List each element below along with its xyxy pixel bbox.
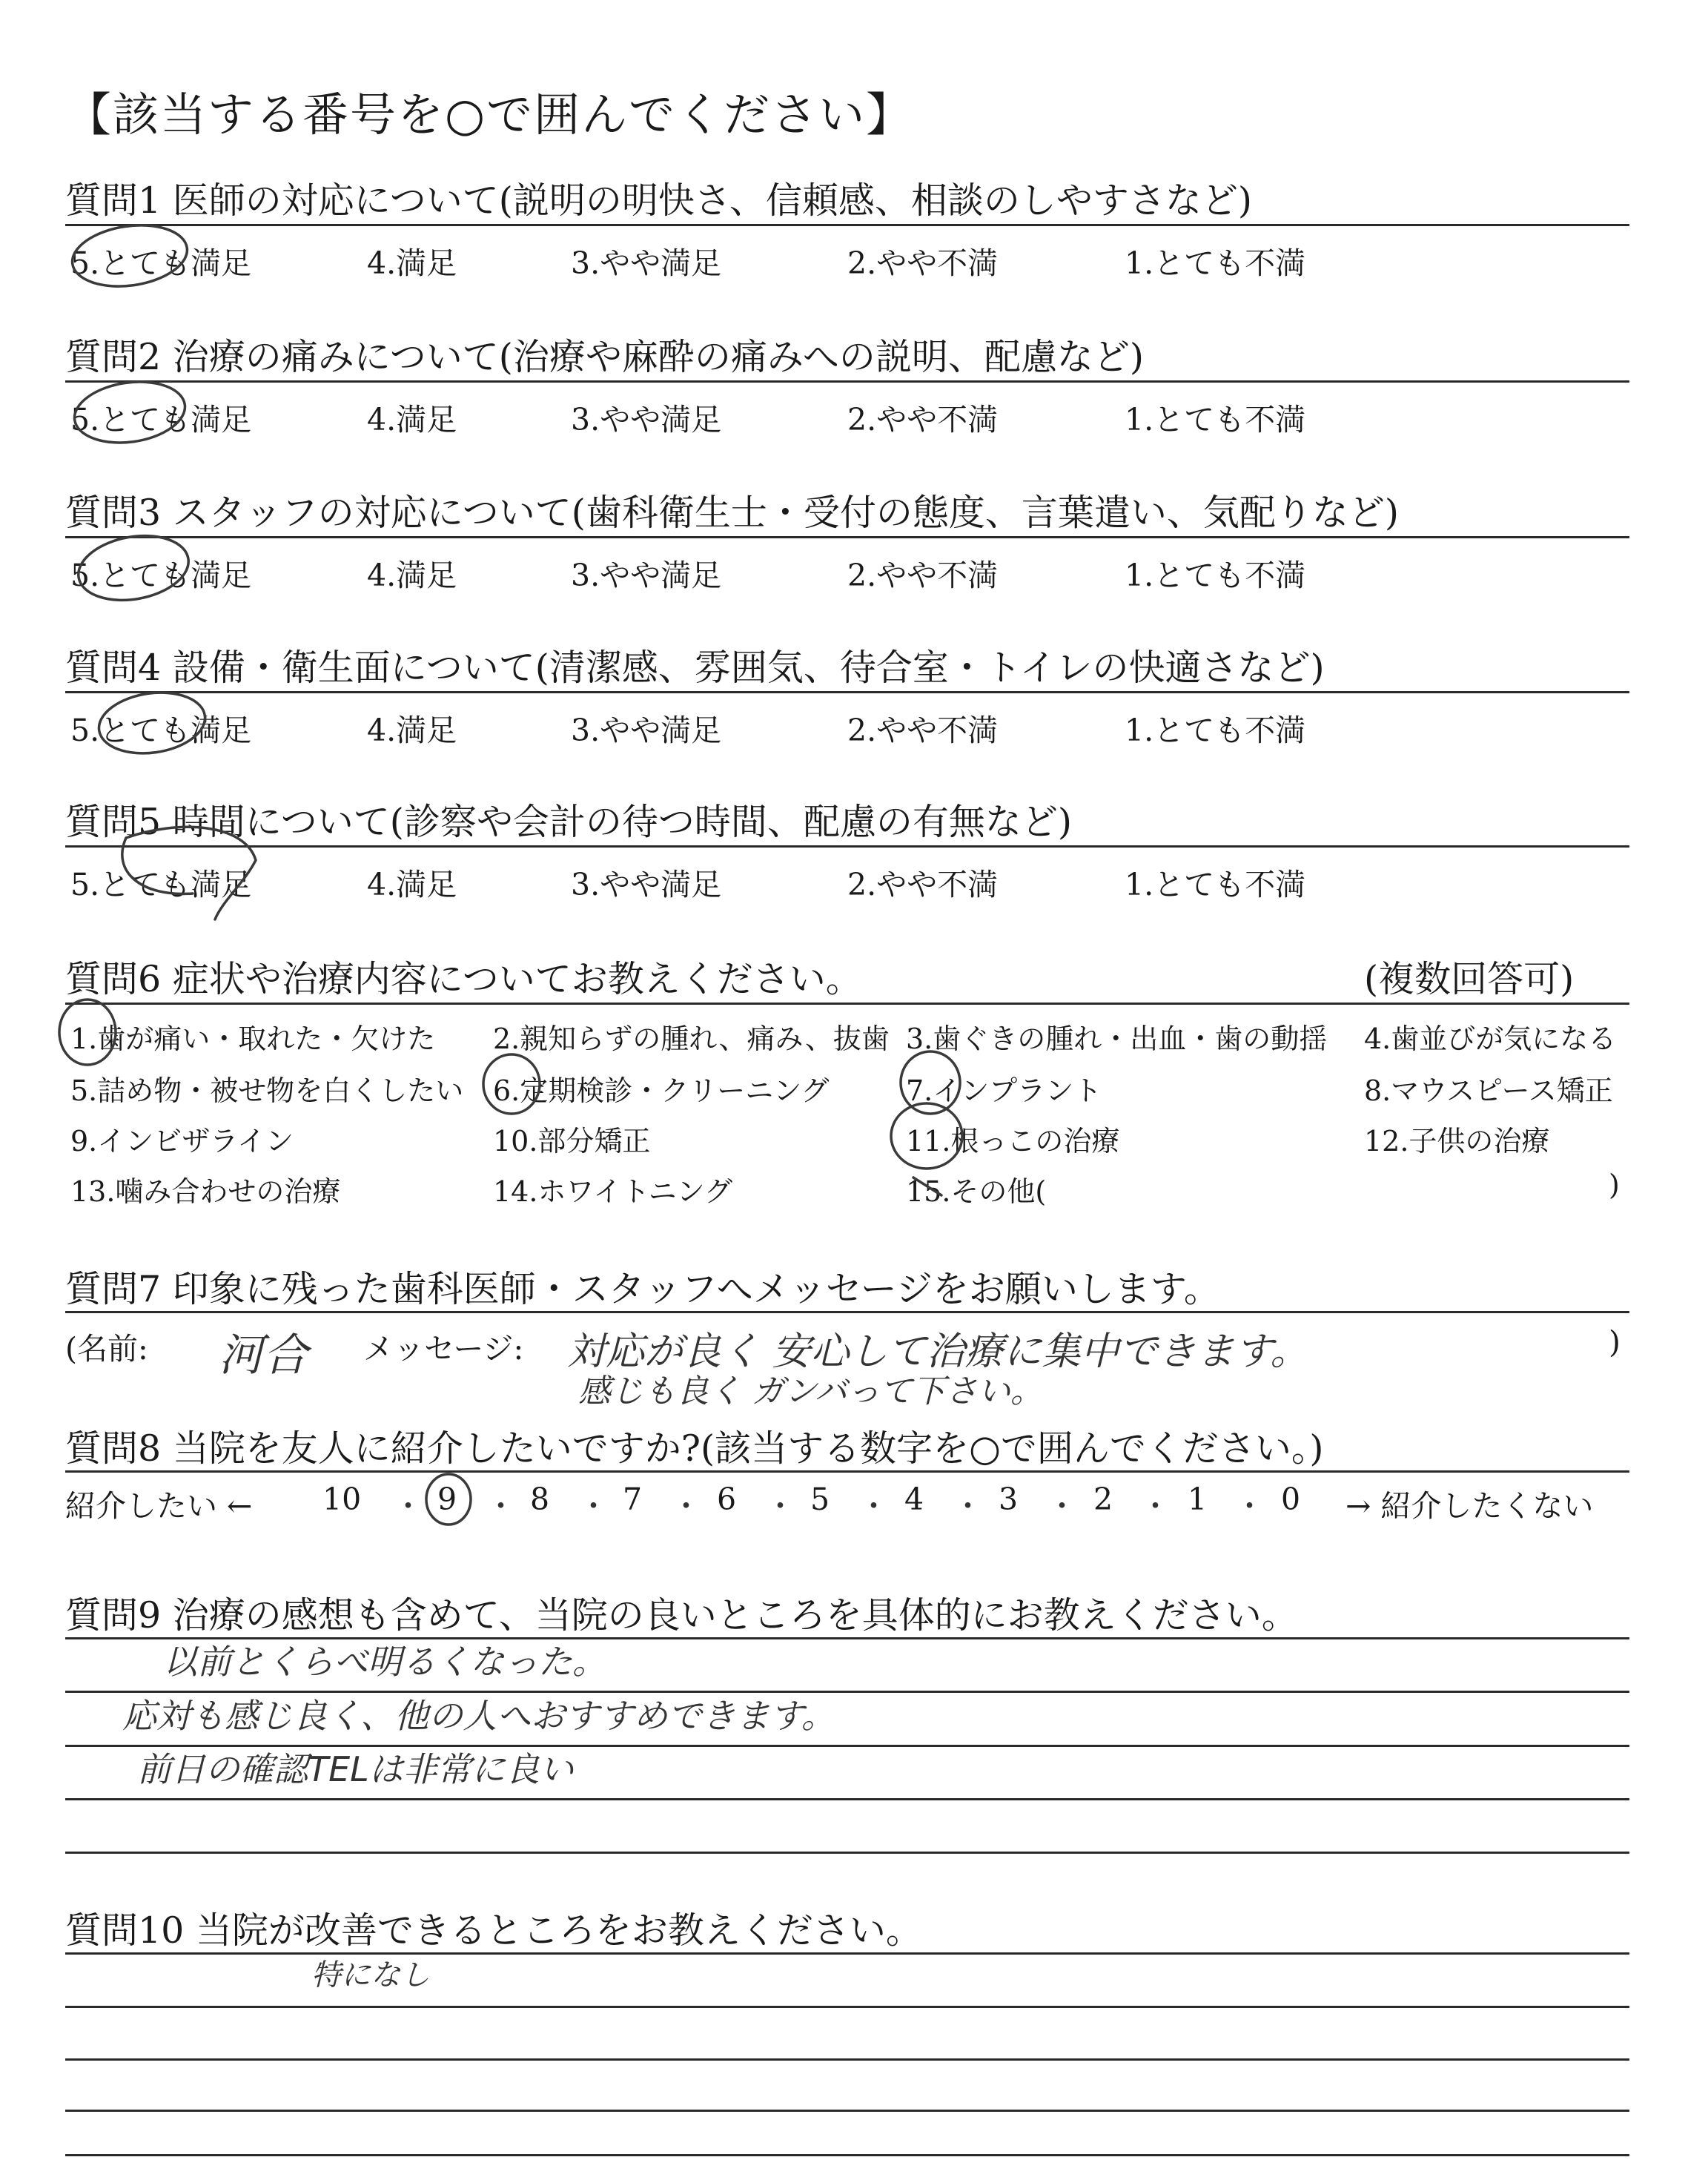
q6-option-14[interactable]: 14.ホワイトニング [493,1175,733,1208]
q8-scale-5[interactable]: 5 [810,1482,830,1517]
q6-option-3[interactable]: 3.歯ぐきの腫れ・出血・歯の動揺 [906,1023,1328,1055]
question-4-title: 質問4 設備・衛生面について(清潔感、雰囲気、待合室・トイレの快適さなど) [65,647,1325,689]
q6-option-11[interactable]: 11.根っこの治療 [906,1125,1120,1157]
scale-separator-dot: ・ [1234,1488,1265,1524]
q6-option-7[interactable]: 7.インプラント [906,1074,1102,1107]
q6-other-close-paren: ) [1609,1169,1620,1201]
q5-option-5[interactable]: 5.とても満足 [70,867,252,902]
question-6-title: 質問6 症状や治療内容についてお教えください。 [65,958,862,1000]
q6-option-12[interactable]: 12.子供の治療 [1364,1125,1550,1157]
q5-option-2[interactable]: 2.やや不満 [847,867,999,902]
q6-option-13[interactable]: 13.噛み合わせの治療 [70,1175,341,1208]
q8-right-label: → 紹介したくない [1345,1488,1594,1524]
q8-scale-7[interactable]: 7 [623,1482,643,1517]
q8-scale-1[interactable]: 1 [1188,1482,1208,1517]
q6-option-5[interactable]: 5.詰め物・被せ物を白くしたい [70,1074,464,1107]
question-9-title: 質問9 治療の感想も含めて、当院の良いところを具体的にお教えください。 [65,1594,1298,1636]
scale-separator-dot: ・ [578,1488,609,1524]
q2-option-5[interactable]: 5.とても満足 [70,402,252,437]
q4-option-5[interactable]: 5.とても満足 [70,713,252,748]
scale-separator-dot: ・ [765,1488,795,1524]
scale-separator-dot: ・ [858,1488,889,1524]
question-3-title: 質問3 スタッフの対応について(歯科衛生士・受付の態度、言葉遣い、気配りなど) [65,492,1400,534]
q7-message-line-2[interactable]: 感じも良く ガンバって下さい。 [578,1373,1043,1410]
q8-left-label: 紹介したい ← [65,1488,253,1524]
q6-option-6-circle [483,1054,540,1114]
q6-option-6[interactable]: 6.定期検診・クリーニング [493,1074,830,1107]
question-2-title: 質問2 治療の痛みについて(治療や麻酔の痛みへの説明、配慮など) [65,336,1145,378]
q8-scale-4[interactable]: 4 [904,1482,924,1517]
scale-separator-dot: ・ [486,1488,516,1524]
q5-selection-mark [122,827,256,919]
q4-option-1[interactable]: 1.とても不満 [1125,713,1306,748]
q6-option-15-strike [913,1178,941,1195]
question-7-title: 質問7 印象に残った歯科医師・スタッフへメッセージをお願いします。 [65,1268,1220,1310]
scale-separator-dot: ・ [1140,1488,1171,1524]
q2-option-1[interactable]: 1.とても不満 [1125,402,1306,437]
scale-separator-dot: ・ [953,1488,983,1524]
q7-close-paren: ) [1609,1324,1621,1360]
q8-scale-6[interactable]: 6 [717,1482,737,1517]
question-5-title: 質問5 時間について(診察や会計の待つ時間、配慮の有無など) [65,801,1073,843]
q1-option-1[interactable]: 1.とても不満 [1125,245,1306,281]
question-10-title: 質問10 当院が改善できるところをお教えください。 [65,1909,922,1952]
q5-option-4[interactable]: 4.満足 [367,867,457,902]
q3-option-1[interactable]: 1.とても不満 [1125,558,1306,593]
scale-separator-dot: ・ [671,1488,701,1524]
q6-option-8[interactable]: 8.マウスピース矯正 [1364,1074,1613,1107]
q3-selection-circle [73,528,193,609]
q7-message-line-1[interactable]: 対応が良く 安心して治療に集中できます。 [567,1330,1309,1374]
q7-message-label: メッセージ: [363,1331,524,1367]
q4-selection-circle [95,686,209,759]
scale-separator-dot: ・ [393,1488,423,1524]
q6-option-9[interactable]: 9.インビザライン [70,1125,294,1157]
form-header: 【該当する番号を○で囲んでください】 [65,87,914,142]
q5-option-1[interactable]: 1.とても不満 [1125,867,1306,902]
q3-option-5[interactable]: 5.とても満足 [70,558,252,593]
q8-scale-10[interactable]: 10 [322,1482,362,1517]
q6-option-4[interactable]: 4.歯並びが気になる [1364,1023,1617,1055]
q6-option-1[interactable]: 1.歯が痛い・取れた・欠けた [70,1023,436,1055]
q8-scale-0[interactable]: 0 [1281,1482,1301,1517]
q8-selection-circle [426,1474,471,1525]
q6-option-2[interactable]: 2.親知らずの腫れ、痛み、抜歯 [493,1023,890,1055]
q1-selection-circle [68,219,191,294]
q4-option-3[interactable]: 3.やや満足 [571,713,722,748]
q9-answer-line-3[interactable]: 前日の確認TELは非常に良い [137,1749,574,1789]
q9-answer-line-1[interactable]: 以前とくらべ明るくなった。 [163,1642,606,1682]
q1-option-4[interactable]: 4.満足 [367,245,457,281]
scale-separator-dot: ・ [1047,1488,1077,1524]
q10-answer-line-1[interactable]: 特になし [311,1958,430,1992]
q2-selection-circle [70,375,189,449]
q6-option-1-circle [59,1000,116,1065]
q7-name-label: (名前: [65,1331,148,1367]
q8-scale-2[interactable]: 2 [1093,1482,1113,1517]
q1-option-3[interactable]: 3.やや満足 [571,245,722,281]
q2-option-4[interactable]: 4.満足 [367,402,457,437]
q3-option-2[interactable]: 2.やや不満 [847,558,999,593]
question-1-title: 質問1 医師の対応について(説明の明快さ、信頼感、相談のしやすさなど) [65,179,1253,222]
q3-option-3[interactable]: 3.やや満足 [571,558,722,593]
q5-option-3[interactable]: 3.やや満足 [571,867,722,902]
question-6-note: (複数回答可) [1364,958,1575,1000]
q3-option-4[interactable]: 4.満足 [367,558,457,593]
q4-option-2[interactable]: 2.やや不満 [847,713,999,748]
question-8-title: 質問8 当院を友人に紹介したいですか?(該当する数字を○で囲んでください。) [65,1427,1324,1470]
q1-option-5[interactable]: 5.とても満足 [70,245,252,281]
q2-option-3[interactable]: 3.やや満足 [571,402,722,437]
q4-option-4[interactable]: 4.満足 [367,713,457,748]
q2-option-2[interactable]: 2.やや不満 [847,402,999,437]
q1-option-2[interactable]: 2.やや不満 [847,245,999,281]
q6-option-10[interactable]: 10.部分矯正 [493,1125,651,1157]
q9-answer-line-2[interactable]: 応対も感じ良く、他の人へおすすめできます。 [122,1696,835,1736]
q7-name-value[interactable]: 河合 [219,1330,308,1381]
q6-option-15[interactable]: 15.その他( [906,1175,1047,1208]
q8-scale-3[interactable]: 3 [999,1482,1019,1517]
q8-scale-8[interactable]: 8 [530,1482,550,1517]
q8-scale-9[interactable]: 9 [437,1482,457,1517]
